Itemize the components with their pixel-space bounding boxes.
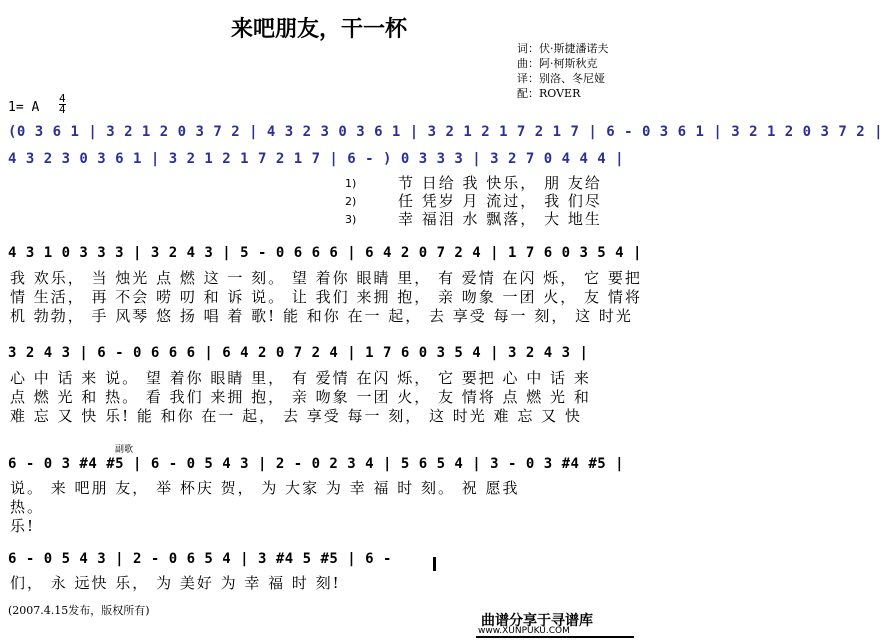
- notation-row-3: 3 2 4 3 | 6 - 0 6 6 6 | 6 4 2 0 7 2 4 | 1 7 6 0 3 5 4 | 3 2 4 3 |: [8, 345, 589, 361]
- verse-start-2: 任 凭岁 月 流过， 我 们尽: [398, 192, 602, 210]
- watermark-site: www.XUNPUKU.COM: [478, 626, 570, 636]
- chorus-label: 副歌: [115, 445, 134, 455]
- time-signature: [59, 94, 66, 115]
- verse-number-2: 2): [345, 195, 357, 208]
- lyrics-row-2-verse-1: 我 欢乐， 当 烛光 点 燃 这 一 刻。 望 着你 眼睛 里， 有 爱情 在闪 烁， 它 要把: [10, 269, 642, 287]
- verse-start-3: 幸 福泪 水 飘落， 大 地生: [398, 210, 602, 228]
- lyrics-row-4-verse-2: 热。: [10, 498, 45, 516]
- watermark-underline: [476, 636, 634, 638]
- notation-row-4: 6 - 0 3 #4 #5 | 6 - 0 5 4 3 | 2 - 0 2 3 4 | 5 6 5 4 | 3 - 0 3 #4 #5 |: [8, 456, 625, 472]
- lyrics-row-4-verse-3: 乐!: [10, 517, 36, 535]
- notation-row-5: 6 - 0 5 4 3 | 2 - 0 6 5 4 | 3 #4 5 #5 | 6 -: [8, 551, 392, 567]
- verse-start-1: 节 日给 我 快乐， 朋 友给: [398, 174, 602, 192]
- intro-notes-line-1: (0 3 6 1 | 3 2 1 2 0 3 7 2 | 4 3 2 3 0 3 6 1 | 3 2 1 2 1 7 2 1 7 | 6 - 0 3 6 1 | 3 2 1 2 0 3 7 2 |: [8, 124, 883, 140]
- time-signature-top: 4: [59, 92, 66, 105]
- time-signature-bottom: 4: [59, 103, 66, 116]
- translator-credit: 译：别洛、冬尼娅: [517, 72, 605, 85]
- lyrics-row-2-verse-3: 机 勃勃， 手 风琴 悠 扬 唱 着 歌! 能 和你 在一 起， 去 享受 每一 刻， 这 时光: [10, 307, 633, 325]
- key-signature: 1= A: [8, 100, 40, 115]
- lyrics-row-3-verse-2: 点 燃 光 和 热。 看 我们 来拥 抱， 亲 吻象 一团 火， 友 情将 点 燃 光 和: [10, 388, 591, 406]
- arranger-credit: 配：ROVER: [517, 87, 581, 100]
- lyrics-row-3-verse-1: 心 中 话 来 说。 望 着你 眼睛 里， 有 爱情 在闪 烁， 它 要把 心 中 话 来: [10, 369, 591, 387]
- verse-number-1: 1): [345, 177, 357, 190]
- lyrics-row-5: 们， 永 远快 乐， 为 美好 为 幸 福 时 刻!: [10, 574, 341, 592]
- verse-number-3: 3): [345, 213, 357, 226]
- lyricist-credit: 词：伏·斯捷潘诺夫: [517, 42, 609, 55]
- song-title: 来吧朋友，干一杯: [230, 17, 407, 42]
- notation-row-2: 4 3 1 0 3 3 3 | 3 2 4 3 | 5 - 0 6 6 6 | 6 4 2 0 7 2 4 | 1 7 6 0 3 5 4 |: [8, 245, 642, 261]
- lyrics-row-3-verse-3: 难 忘 又 快 乐! 能 和你 在一 起， 去 享受 每一 刻， 这 时光 难 忘 又 快: [10, 407, 582, 425]
- watermark-text: 曲谱分享于寻谱库: [481, 613, 593, 629]
- intro-notes-line-2: 4 3 2 3 0 3 6 1 | 3 2 1 2 1 7 2 1 7 | 6 - ) 0 3 3 3 | 3 2 7 0 4 4 4 |: [8, 151, 625, 167]
- lyrics-row-2-verse-2: 情 生活， 再 不会 唠 叨 和 诉 说。 让 我们 来拥 抱， 亲 吻象 一团 火， 友 情将: [10, 288, 642, 306]
- lyrics-row-4-verse-1: 说。 来 吧朋 友， 举 杯庆 贺， 为 大家 为 幸 福 时 刻。 祝 愿我: [10, 479, 520, 497]
- composer-credit: 曲：阿·柯斯秋克: [517, 57, 598, 70]
- release-note: (2007.4.15发布，版权所有): [8, 604, 150, 617]
- final-barline: [433, 557, 436, 571]
